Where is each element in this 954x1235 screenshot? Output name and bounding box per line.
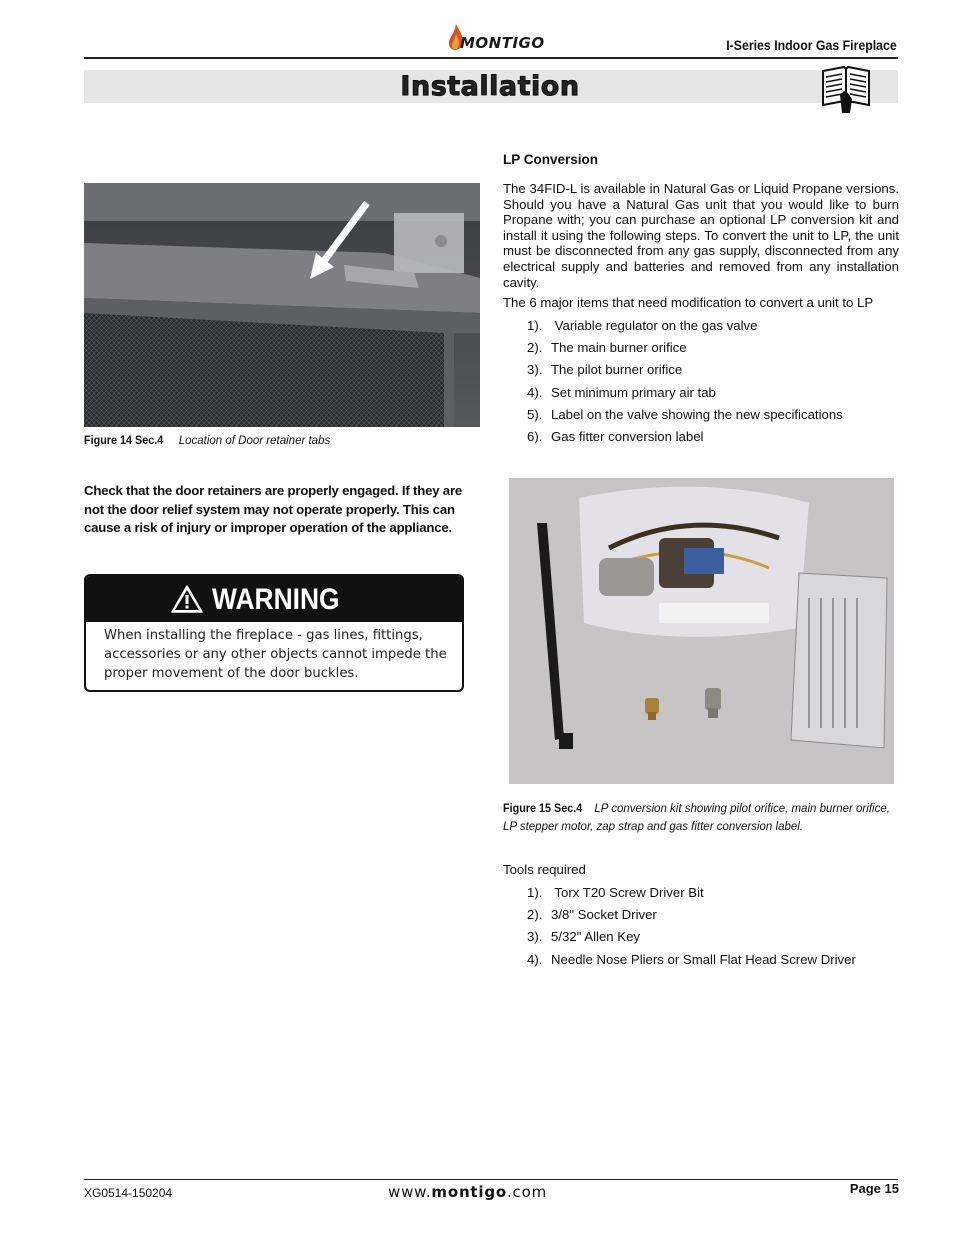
- list-item: 5). Label on the valve showing the new specifications: [527, 406, 843, 422]
- document-number: XG0514-150204: [84, 1186, 173, 1200]
- warning-triangle-icon: [170, 584, 204, 614]
- list-item: 6). Gas fitter conversion label: [527, 428, 704, 444]
- document-title: I-Series Indoor Gas Fireplace: [726, 37, 897, 53]
- figure-15-text: LP conversion kit showing pilot orifice, main burner orifice, LP stepper motor, zap strap and gas fitter conversion label.: [503, 803, 890, 833]
- list-item: 2). The main burner orifice: [527, 340, 687, 356]
- footer-rule: [84, 1179, 898, 1180]
- lp-conversion-kit-photo: [509, 478, 894, 784]
- brand-name: MONTIGO: [460, 34, 545, 52]
- list-item: 3). 5/32" Allen Key: [527, 929, 640, 945]
- tools-required-heading: Tools required: [503, 862, 586, 877]
- lp-items-list: [527, 317, 843, 450]
- warning-text: When installing the fireplace - gas lines, fittings, accessories or any other objects cannot impede the proper movement of the door buckles.: [104, 628, 447, 681]
- list-item: 2). 3/8" Socket Driver: [527, 907, 657, 923]
- door-retainer-photo: [84, 183, 480, 427]
- list-item: 3). The pilot burner orifice: [527, 362, 683, 378]
- website-link[interactable]: www.montigo.com: [388, 1183, 547, 1201]
- warning-title: WARNING: [212, 583, 340, 616]
- figure-14-label: Figure 14 Sec.4: [84, 433, 164, 447]
- figure-15-label: Figure 15 Sec.4: [503, 801, 583, 815]
- page-number: Page 15: [849, 1181, 899, 1196]
- list-item: 1). Torx T20 Screw Driver Bit: [527, 885, 704, 900]
- lp-conversion-heading: LP Conversion: [503, 152, 599, 167]
- manual-book-icon: [820, 65, 872, 115]
- figure-14-caption: [84, 433, 330, 447]
- section-title: Installation: [400, 71, 580, 102]
- tools-list: [527, 884, 856, 973]
- list-item: 1). Variable regulator on the gas valve: [527, 318, 758, 333]
- figure-15-caption: [503, 800, 903, 835]
- warning-header: [86, 576, 462, 622]
- header-rule: [84, 57, 898, 59]
- door-retainer-note: Check that the door retainers are properly engaged. If they are not the door relief system may not operate properly. This can cause a risk of injury or improper operation of the appliance.: [84, 483, 463, 535]
- lp-intro-paragraph: The 34FID-L is available in Natural Gas or Liquid Propane versions. Should you have a Natural Gas unit that you would like to burn Propane with; you can purchase an optional LP conversion kit and install it using the following steps. To convert the unit to LP, the unit must be disconnected from any gas supply, disconnected from any electrical supply and batteries and removed from any installation cavity.: [503, 181, 899, 290]
- list-item: 4). Set minimum primary air tab: [527, 384, 716, 400]
- lp-items-intro: The 6 major items that need modification to convert a unit to LP: [503, 295, 874, 310]
- figure-14-text: Location of Door retainer tabs: [178, 435, 331, 447]
- warning-box: [84, 574, 464, 692]
- list-item: 4). Needle Nose Pliers or Small Flat Head Screw Driver: [527, 951, 856, 967]
